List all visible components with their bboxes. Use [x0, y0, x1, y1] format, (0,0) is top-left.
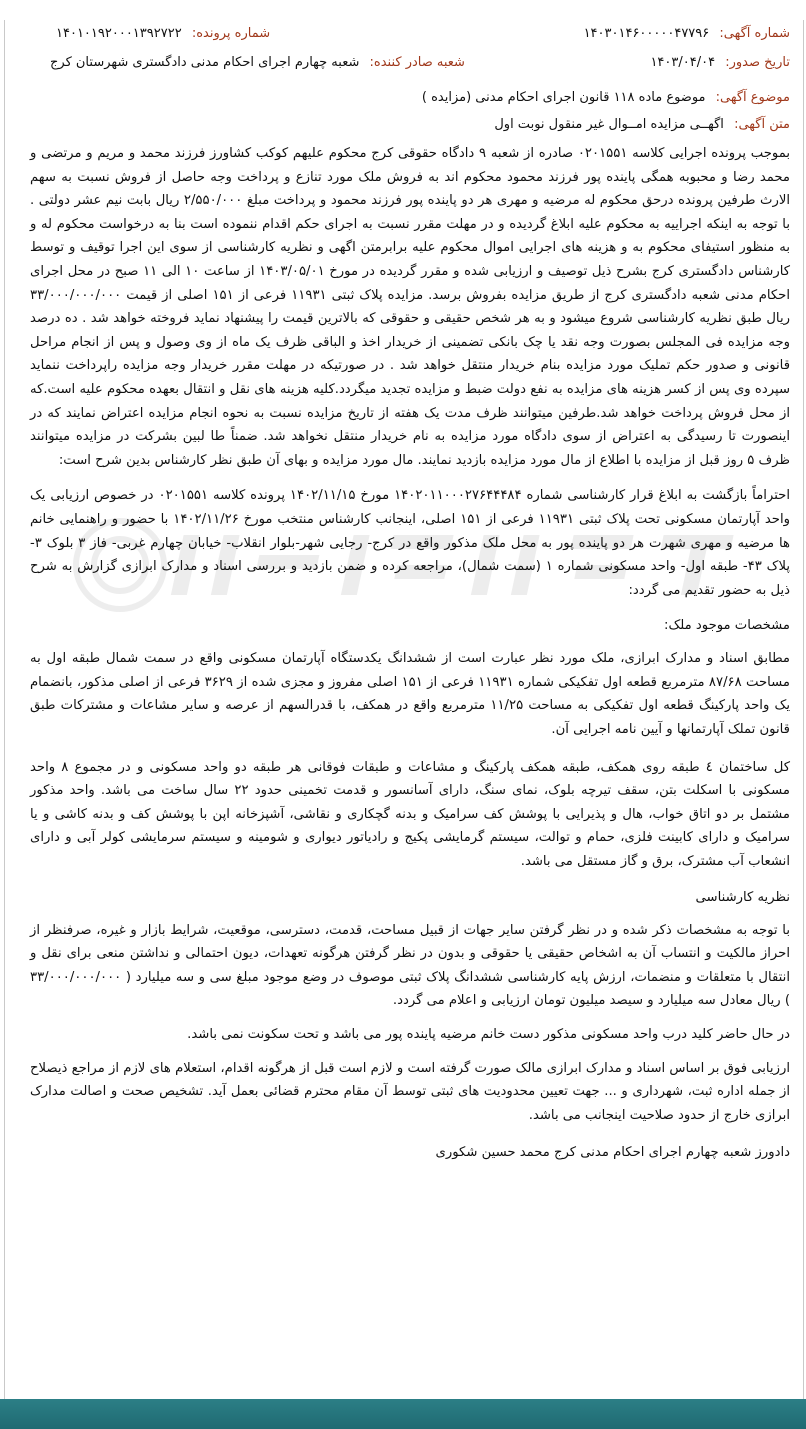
- notice-number: [584, 26, 790, 41]
- heading-expert-opinion: نظریه کارشناسی: [695, 889, 790, 905]
- paragraph-auction-terms: بموجب پرونده اجرایی کلاسه ۰۲۰۱۵۵۱ صادره از شعبه ۹ دادگاه حقوقی کرج محکوم علیهم کوکب کشاورز فرزند محمد و مریم و مرتضی و محمد رضا و محبوبه همگی پاینده پور فرزند محمود محکوم اند به فروش ملک مورد تنازع و پرداخت وجه حاصل از فروش نسبت به سهم الارث طرفین پرونده درحق محکوم له مرضیه و مهری هر دو پاینده پور فرزند محمود و پرداخت مبلغ ۲/۵۵۰/۰۰۰ ریال بابت نیم عشر دولتی . با توجه به اینکه اجراییه به محکوم علیه ابلاغ گردیده و در مهلت مقرر نسبت به اجرای حکم اقدام ننموده است بنا به درخواست محکوم له و به منظور استیفای محکوم به و هزینه های اجرایی اموال محکوم علیه برابرمتن اگهی و نظریه کارشناسی از سوی این اجرا توقیف و توسط کارشناس دادگستری کرج بشرح ذیل توصیف و ارزیابی شده و مقرر گردیده در مورخ ۱۴۰۳/۰۵/۰۱ از ساعت ۱۰ الی ۱۱ صبح در محل اجرای احکام مدنی شعبه دادگستری کرج از طریق مزایده بفروش برسد. مزایده پلاک ثبتی ۱۱۹۳۱ فرعی از ۱۵۱ اصلی از قیمت ۳۳/۰۰۰/۰۰۰/۰۰۰ ریال طبق نظریه کارشناسی شروع میشود و به هر شخص حقیقی و حقوقی که بالاترین قیمت را پیشنهاد نماید فروخته خواهد شد . ده درصد وجه مزایده فی المجلس بصورت وجه نقد یا چک بانکی تضمینی از خریدار اخذ و الباقی ظرف یک ماه از وی وصول و پس از انجام مراحل قانونی و صدور حکم تملیک مورد مزایده بنام خریدار منتقل خواهد شد . در صورتیکه در مهلت مقرر خریدار وجه مزایده راپرداخت ننماید سپرده وی پس از کسر هزینه های مزایده به نفع دولت ضبط و مزایده تجدید میگردد.کلیه هزینه های نقل و انتقال بعهده محکوم علیه است.که از محل فروش پرداخت خواهد شد.طرفین میتوانند ظرف مدت یک هفته از تاریخ مزایده نسبت به نحوه انجام مزایده اعتراض نمایند که در اینصورت تا رسیدگی به اعتراض از سوی دادگاه مورد مزایده به نام خریدار منتقل نخواهد شد. ضمناً طا لبین بشرکت در مزایده میتوانند ظرف ۵ روز قبل از مزایده با اطلاع از مال مورد مزایده بازدید نمایند. مال مورد مزایده و بهای آن طبق نظر کارشناس بدین شرح است:: [30, 146, 791, 468]
- text-title-line: [30, 117, 790, 132]
- file-number-value: ۱۴۰۱۰۱۹۲۰۰۰۱۳۹۲۷۲۲: [56, 26, 182, 41]
- issue-date: [650, 55, 790, 70]
- subject-line: [30, 90, 790, 105]
- notice-number-value: ۱۴۰۳۰۱۴۶۰۰۰۰۰۴۷۷۹۶: [583, 26, 710, 41]
- paragraph-expert-intro: احتراماً بازگشت به ابلاغ قرار کارشناسی شماره ۱۴۰۲۰۱۱۰۰۰۲۷۶۴۴۴۸۴ مورخ ۱۴۰۲/۱۱/۱۵ پرونده کلاسه ۰۲۰۱۵۵۱ در خصوص ارزیابی یک واحد آپارتمان مسکونی تحت پلاک ثبتی ۱۱۹۳۱ فرعی از ۱۵۱ اصلی، اینجانب کارشناس منتخب مورخ ۱۴۰۲/۱۱/۲۶ با حضور و راهنمایی خانم ها مرضیه و مهری شهرت هر دو پاینده پور به محل ملک مذکور واقع در کرج- رجایی شهر-بلوار انقلاب- خیابان چهارم غربی- فاز ۳ بلوک ۳- پلاک ۴۳- طبقه اول- واحد مسکونی شماره ۱ (سمت شمال)، مراجعه کرده و ضمن بازدید و بررسی اسناد و مدارک ابرازی گزارش به شرح ذیل به حضور تقدیم می گردد:: [30, 488, 791, 598]
- text-label: متن آگهی:: [734, 117, 790, 132]
- subject-value: موضوع ماده ۱۱۸ قانون اجرای احکام مدنی (مزایده ): [421, 90, 706, 105]
- issuing-branch: [50, 55, 465, 70]
- subject-label: موضوع آگهی:: [715, 90, 790, 105]
- heading-property-features: مشخصات موجود ملک:: [664, 618, 790, 634]
- top-margin: [0, 0, 806, 20]
- header-row-1: [30, 26, 790, 41]
- signature-line: دادورز شعبه چهارم اجرای احکام مدنی کرج محمد حسین شکوری: [435, 1145, 790, 1161]
- issue-date-value: ۱۴۰۳/۰۴/۰۴: [650, 55, 716, 70]
- paragraph-key-status: در حال حاضر کلید درب واحد مسکونی مذکور دست خانم مرضیه پاینده پور می باشد و تحت سکونت نمی باشد.: [187, 1027, 790, 1042]
- footer-bar: [0, 1399, 806, 1429]
- paragraph-disclaimer: ارزیابی فوق بر اساس اسناد و مدارک ابرازی مالک صورت گرفته است و لازم است قبل از هرگونه اقدام، استعلام های لازم از مراجع ذیصلاح از جمله اداره ثبت، شهرداری و ... جهت تعیین محدودیت های ثبتی توسط آن مقام محترم قضائی بعمل آید. تشخیص صحت و اصالت مدارک ابرازی خارج از حدود صلاحیت اینجانب می باشد.: [30, 1060, 790, 1123]
- issuing-branch-label: شعبه صادر کننده:: [369, 55, 465, 70]
- issuing-branch-value: شعبه چهارم اجرای احکام مدنی دادگستری شهرستان کرج: [50, 55, 360, 70]
- header-row-2: [30, 55, 790, 70]
- notice-number-label: شماره آگهی:: [719, 26, 790, 41]
- file-number: [56, 26, 270, 41]
- paragraph-valuation: با توجه به مشخصات ذکر شده و در نظر گرفتن سایر جهات از قبیل مساحت، قدمت، دسترسی، موقعیت، شرایط بازار و غیره، صرفنظر از احراز مالکیت و انتساب آن به اشخاص حقیقی یا حقوقی و بدون در نظر گرفتن هرگونه تعهدات، دیون احتمالی و نداشتن منعی برای نقل و انتقال با متعلقات و منضمات، ارزش پایه کارشناسی ششدانگ پلاک ثبتی موصوف در وضع موجود مبلغ سی و سه میلیارد ( ۳۳/۰۰۰/۰۰۰/۰۰۰ ) ریال معادل سه میلیارد و سیصد میلیون تومان ارزیابی و اعلام می گردد.: [30, 922, 790, 1009]
- paragraph-building-desc: کل ساختمان ٤ طبقه روی همکف، طبقه همکف پارکینگ و مشاعات و طبقات فوقانی هر طبقه دو واحد مسکونی و در مجموع ۸ واحد مسکونی با اسکلت بتن، سقف تیرچه بلوک، نمای سنگ، دارای آسانسور و قدمت تخمینی حدود ۲۲ سال ساخت می باشد. واحد مذکور مشتمل بر دو اتاق خواب، هال و پذیرایی با پوشش کف سرامیک و بدنه گچکاری و نقاشی، آشپزخانه اپن با پوشش کف و بدنه کاشی و یا سرامیک و دارای کابینت فلزی، حمام و توالت، سیستم گرمایشی پکیج و رادیاتور دیواری و شومینه و سیستم سرمایشی کولر آبی و دارای انشعاب آب مشترک، برق و گاز مستقل می باشد.: [30, 759, 790, 870]
- file-number-label: شماره پرونده:: [191, 26, 271, 41]
- issue-date-label: تاریخ صدور:: [725, 55, 790, 70]
- paragraph-property-docs: مطابق اسناد و مدارک ابرازی، ملک مورد نظر عبارت است از ششدانگ یکدستگاه آپارتمان مسکونی واقع در سمت شمال طبقه اول به مساحت ۸۷/۶۸ مترمربع قطعه اول تفکیکی شماره ۱۱۹۳۱ فرعی از ۱۵۱ اصلی مفروز و مجزی شده از ۳۶۲۹ فرعی از اصلی مذکور، بانضمام یک واحد پارکینگ قطعه اول تفکیکی به مساحت ۱۱/۲۵ مترمربع واقع در همکف، با قدرالسهم از عرصه و سایر مشاعات و مشترکات طبق قانون تملک آپارتمانها و آیین نامه اجرایی آن.: [30, 651, 790, 738]
- notice-document: [30, 26, 790, 1165]
- text-title: اگهــی مزایده امــوال غیر منقول نوبت اول: [494, 117, 724, 132]
